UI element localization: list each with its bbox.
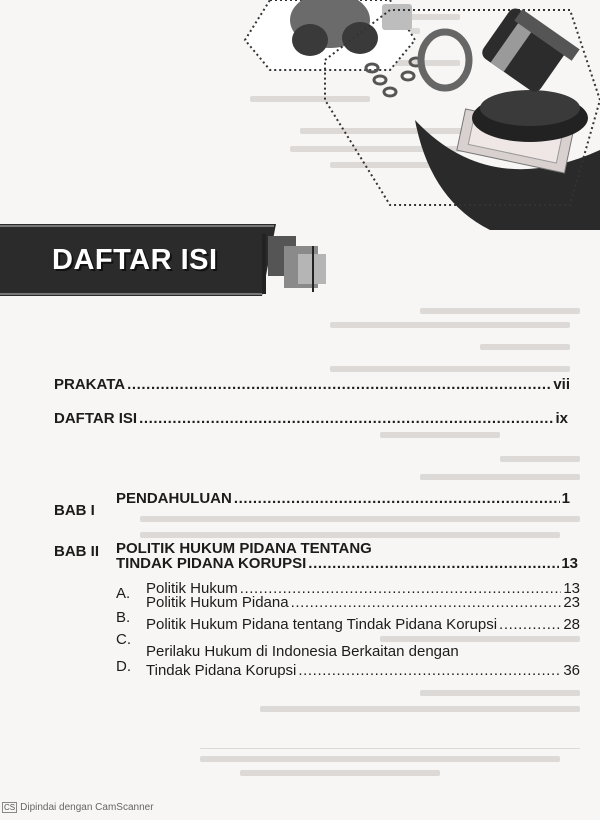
toc-entry-politik-hukum-pidana-korupsi[interactable] — [146, 616, 580, 634]
toc-entry-line1[interactable]: Perilaku Hukum di Indonesia Berkaitan dengan — [146, 643, 459, 660]
toc-entry-bab1[interactable] — [116, 490, 570, 508]
leader-dots — [291, 594, 562, 612]
toc-entry-page: 36 — [563, 662, 580, 679]
toc-entry-bab2[interactable] — [116, 555, 578, 573]
item-letter: D. — [116, 658, 131, 675]
toc-entry-page: 28 — [563, 616, 580, 633]
toc-entry-label: Tindak Pidana Korupsi — [146, 662, 297, 679]
toc-entry-label: PENDAHULUAN — [116, 490, 232, 507]
toc-entry-page: 13 — [561, 555, 578, 572]
chapter-code: BAB I — [54, 502, 95, 519]
item-letter: A. — [116, 585, 131, 602]
toc-entry-label: PRAKATA — [54, 376, 126, 393]
chapter-code: BAB II — [54, 543, 99, 560]
scanner-watermark — [2, 802, 154, 813]
toc-entry-label: Politik Hukum — [146, 580, 238, 597]
gavel-handcuffs-illustration — [240, 0, 600, 230]
page-title: DAFTAR ISI — [52, 244, 218, 276]
toc-entry-label: Politik Hukum Pidana — [146, 594, 289, 611]
item-letter: C. — [116, 631, 131, 648]
leader-dots — [308, 555, 559, 573]
toc-entry-page: 1 — [561, 490, 570, 507]
camscanner-icon: CS — [4, 803, 16, 812]
toc-entry-label: TINDAK PIDANA KORUPSI — [116, 555, 307, 572]
toc-entry-page: ix — [555, 410, 568, 427]
chapter-title-line1[interactable]: POLITIK HUKUM PIDANA TENTANG — [116, 540, 372, 557]
item-letter: B. — [116, 609, 131, 626]
leader-dots — [298, 662, 561, 680]
toc-entry-prakata[interactable] — [54, 376, 570, 394]
watermark-text: Dipindai dengan CamScanner — [20, 802, 154, 813]
toc-entry-page: 13 — [563, 580, 580, 597]
toc-entry-daftar-isi[interactable] — [54, 410, 568, 428]
toc-entry-page: vii — [553, 376, 570, 393]
toc-entry-label: Politik Hukum Pidana tentang Tindak Pidana Korupsi — [146, 616, 498, 633]
toc-entry-politik-hukum-pidana[interactable] — [146, 594, 580, 612]
leader-dots — [139, 410, 553, 428]
toc-entry-page: 23 — [563, 594, 580, 611]
leader-dots — [234, 490, 560, 508]
leader-dots — [499, 616, 561, 634]
toc-entry-label: DAFTAR ISI — [54, 410, 138, 427]
toc-entry-perilaku-hukum[interactable] — [146, 662, 580, 680]
leader-dots — [127, 376, 551, 394]
